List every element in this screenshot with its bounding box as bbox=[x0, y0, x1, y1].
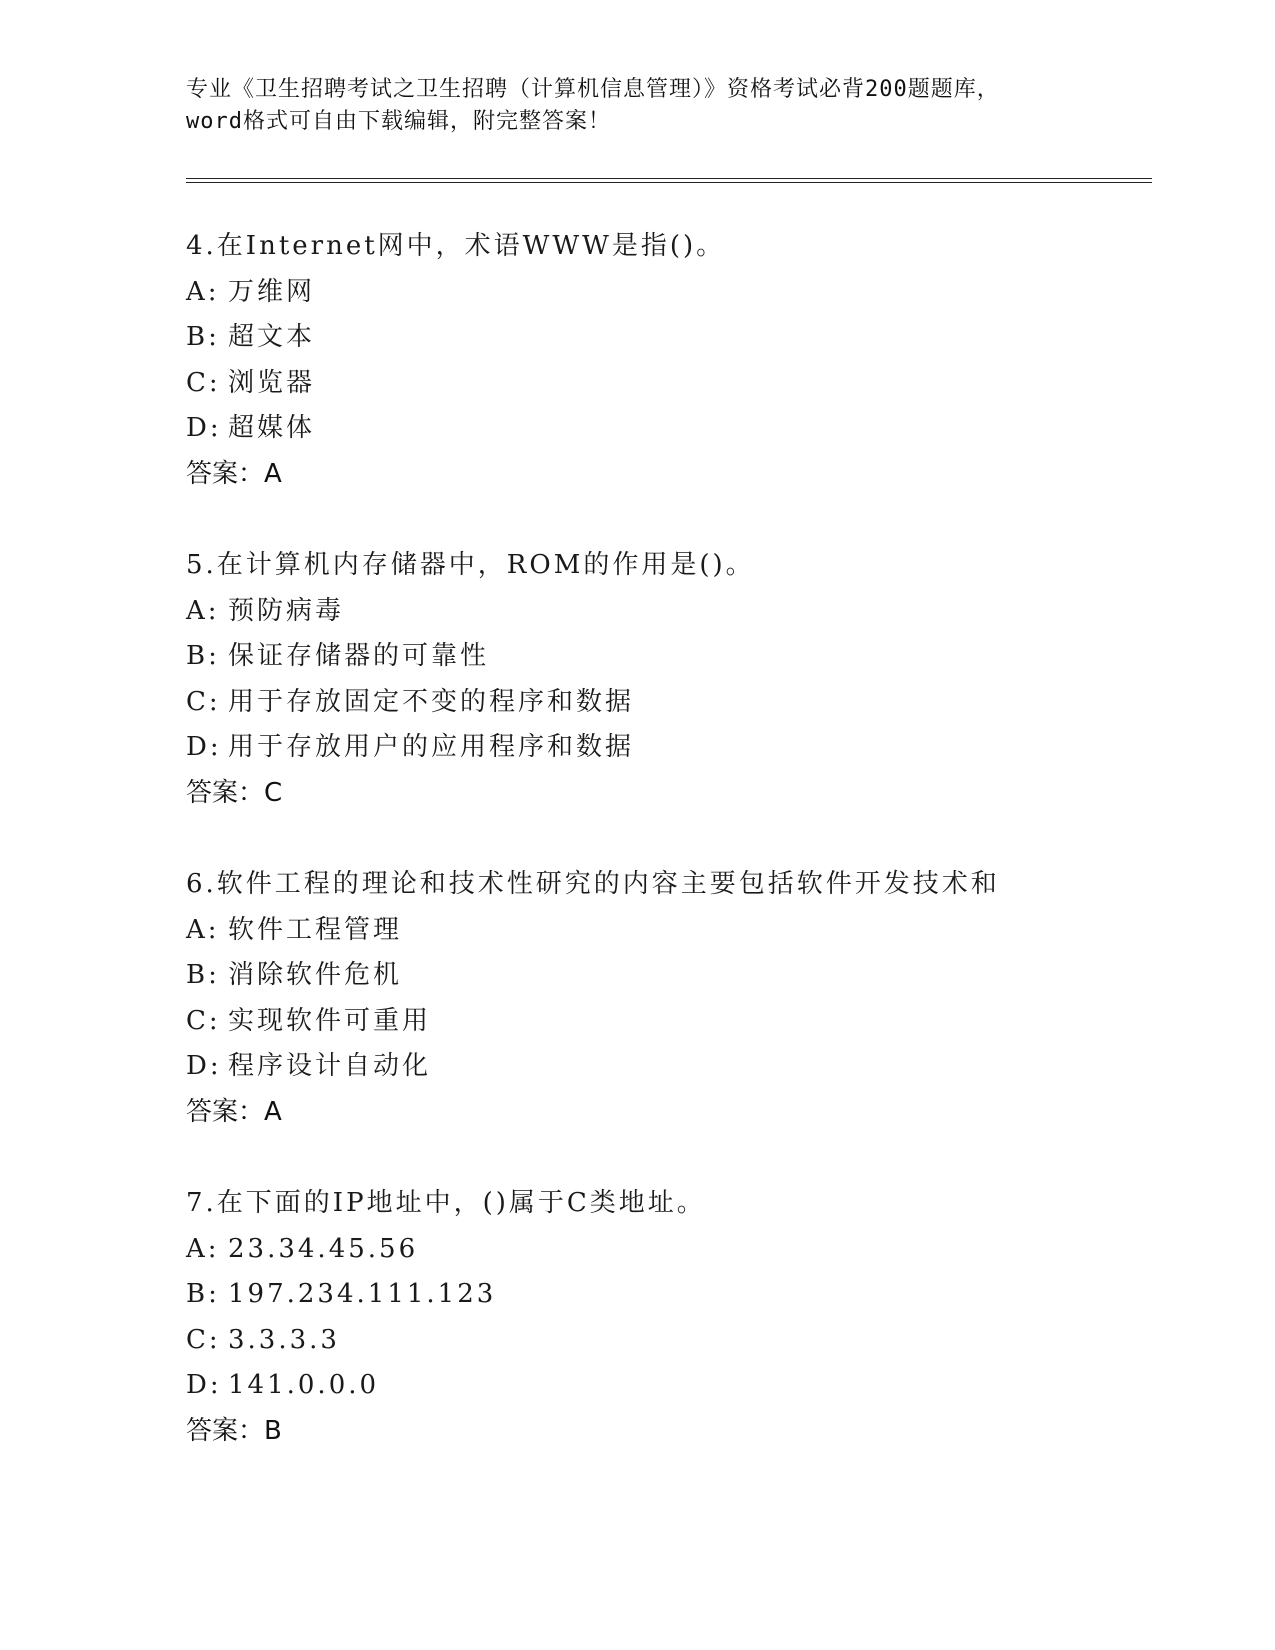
question-4 bbox=[186, 224, 1186, 497]
option-text: 浏览器 bbox=[228, 367, 316, 398]
option-text: 141.0.0.0 bbox=[228, 1370, 380, 1400]
option-letter: A: bbox=[186, 595, 220, 626]
option-letter: B: bbox=[186, 1279, 220, 1309]
option-b bbox=[186, 634, 1186, 680]
header-divider bbox=[186, 178, 1152, 183]
option-b bbox=[186, 1272, 1186, 1318]
option-d bbox=[186, 725, 1186, 771]
option-d bbox=[186, 1363, 1186, 1409]
option-text: 23.34.45.56 bbox=[228, 1233, 419, 1264]
option-c bbox=[186, 361, 1186, 407]
document-header bbox=[186, 74, 1086, 138]
question-stem: 5.在计算机内存储器中，ROM的作用是()。 bbox=[186, 550, 755, 580]
option-letter: A: bbox=[186, 914, 220, 945]
question-stem: 7.在下面的IP地址中，()属于C类地址。 bbox=[186, 1188, 706, 1218]
option-letter: D: bbox=[186, 413, 222, 443]
option-a bbox=[186, 270, 1186, 316]
answer: 答案：B bbox=[186, 1415, 282, 1446]
answer: 答案：A bbox=[186, 458, 282, 489]
option-c bbox=[186, 680, 1186, 726]
option-text: 用于存放固定不变的程序和数据 bbox=[228, 686, 635, 717]
option-letter: C: bbox=[186, 1324, 221, 1355]
option-letter: A: bbox=[186, 276, 220, 307]
header-line-1: 专业《卫生招聘考试之卫生招聘（计算机信息管理）》资格考试必背200题题库， bbox=[186, 77, 1000, 102]
option-text: 万维网 bbox=[228, 276, 316, 307]
question-stem: 6.软件工程的理论和技术性研究的内容主要包括软件开发技术和 bbox=[186, 869, 1000, 899]
option-a bbox=[186, 1227, 1186, 1273]
option-text: 超媒体 bbox=[228, 413, 316, 443]
option-letter: B: bbox=[186, 641, 220, 671]
header-line-2: word格式可自由下载编辑，附完整答案！ bbox=[186, 109, 611, 134]
question-5 bbox=[186, 543, 1186, 816]
option-letter: B: bbox=[186, 322, 220, 352]
answer: 答案：A bbox=[186, 1096, 282, 1127]
option-c bbox=[186, 1318, 1186, 1364]
option-a bbox=[186, 908, 1186, 954]
option-letter: C: bbox=[186, 686, 221, 717]
option-d bbox=[186, 406, 1186, 452]
question-7 bbox=[186, 1181, 1186, 1454]
option-text: 软件工程管理 bbox=[228, 914, 403, 945]
option-letter: D: bbox=[186, 1370, 222, 1400]
question-stem: 4.在Internet网中，术语WWW是指()。 bbox=[186, 231, 726, 261]
option-letter: A: bbox=[186, 1233, 220, 1264]
option-text: 用于存放用户的应用程序和数据 bbox=[228, 732, 635, 762]
option-text: 消除软件危机 bbox=[228, 960, 403, 990]
option-text: 预防病毒 bbox=[228, 595, 345, 626]
option-d bbox=[186, 1044, 1186, 1090]
option-a bbox=[186, 589, 1186, 635]
option-letter: C: bbox=[186, 1005, 221, 1036]
option-b bbox=[186, 315, 1186, 361]
option-letter: D: bbox=[186, 1051, 222, 1081]
option-text: 超文本 bbox=[228, 322, 316, 352]
option-text: 实现软件可重用 bbox=[228, 1005, 432, 1036]
question-6 bbox=[186, 862, 1186, 1135]
option-text: 程序设计自动化 bbox=[228, 1051, 432, 1081]
option-b bbox=[186, 953, 1186, 999]
option-letter: D: bbox=[186, 732, 222, 762]
option-text: 保证存储器的可靠性 bbox=[228, 641, 490, 671]
option-text: 197.234.111.123 bbox=[228, 1279, 497, 1309]
option-c bbox=[186, 999, 1186, 1045]
option-letter: C: bbox=[186, 367, 221, 398]
option-letter: B: bbox=[186, 960, 220, 990]
option-text: 3.3.3.3 bbox=[228, 1324, 340, 1355]
answer: 答案：C bbox=[186, 777, 283, 808]
